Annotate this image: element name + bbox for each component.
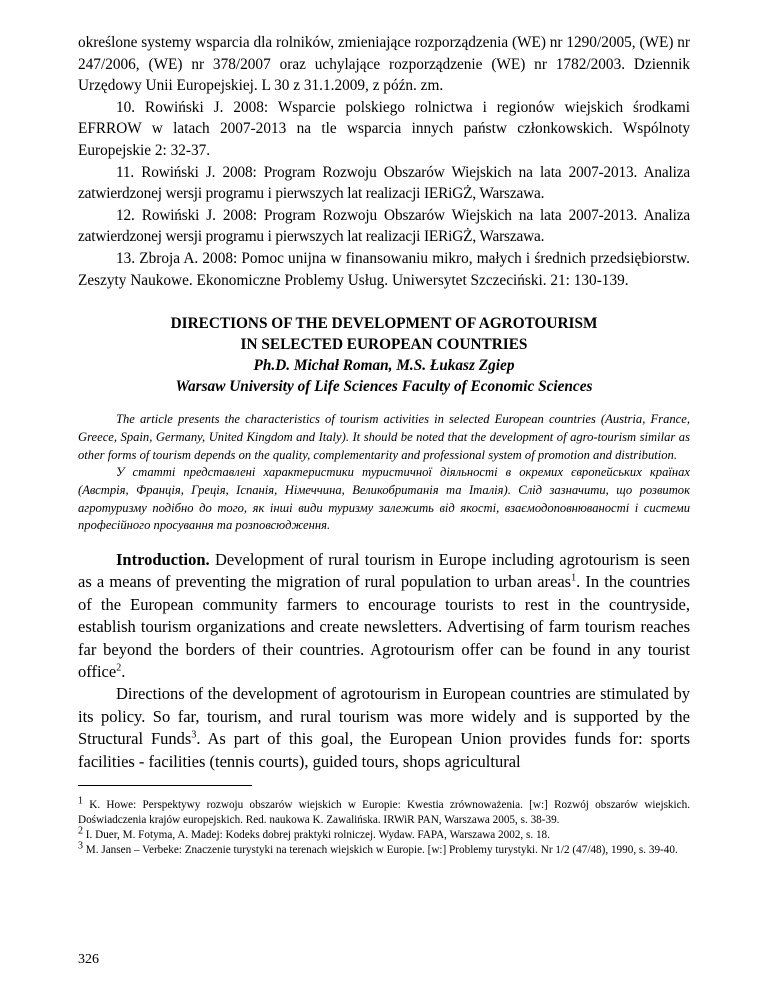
footnotes: [78, 795, 690, 858]
footnote-ref[interactable]: 2: [116, 662, 122, 674]
reference-item: 10. Rowiński J. 2008: Wsparcie polskiego rolnictwa i regionów wiejskich środkami EFRROW w latach 2007-2013 na tle wsparcia innych państw członkowskich. Wspólnoty Europejskie 2: 32-37.: [78, 98, 690, 159]
reference-item: 11. Rowiński J. 2008: Program Rozwoju Obszarów Wiejskich na lata 2007-2013. Analiza zatwierdzonej wersji programu i pierwszych lat realizacji IERiGŻ, Warszawa.: [78, 163, 690, 203]
page-content: [78, 32, 690, 858]
footnote-number: 2: [78, 825, 83, 837]
footnote: [78, 825, 690, 843]
footnote-text: K. Howe: Perspektywy rozwoju obszarów wiejskich w Europie: Kwestia zrównoważenia. [w:] Rozwój obszarów wiejskich. Doświadczenia krajów europejskich. Red. naukowa K. Zawalińska. IRWiR PAN, Warszawa 2005, s. 38-39.: [78, 799, 690, 827]
article-header: [78, 313, 690, 397]
article-title-line-2: IN SELECTED EUROPEAN COUNTRIES: [240, 336, 528, 354]
paragraph-text: . As part of this goal, the European Union provides funds for: sports facilities - facilities (tennis courts), guided tours, shops agricultural: [78, 729, 690, 771]
footnote: [78, 795, 690, 828]
article-title-line-1: DIRECTIONS OF THE DEVELOPMENT OF AGROTOURISM: [170, 315, 598, 333]
footnote-text: M. Jansen – Verbeke: Znaczenie turystyki na terenach wiejskich w Europie. [w:] Problemy turystyki. Nr 1/2 (47/48), 1990, s. 39-40.: [83, 843, 678, 856]
footnote-number: 3: [78, 840, 83, 852]
footnote-number: 1: [78, 795, 83, 807]
abstract-english: The article presents the characteristics of tourism activities in selected European countries (Austria, France, Greece, Spain, Germany, United Kingdom and Italy). It should be noted that the development of agro-tourism similar as other forms of tourism depends on the quality, complementarity and professional system of promotion and distribution.: [78, 412, 690, 462]
paragraph-text: Directions of the development of agrotourism in European countries are stimulated by its policy. So far, tourism, and rural tourism was more widely and is supported by the Structural Funds: [78, 684, 690, 749]
reference-list: [78, 32, 690, 291]
paragraph-text: Development of rural tourism in Europe including agrotourism is seen as a means of preventing the migration of rural population to urban areas: [78, 550, 690, 592]
abstract: [78, 411, 690, 535]
page-number: 326: [78, 952, 99, 967]
abstract-ukrainian: У статті представлені характеристики туристичної діяльності в окремих європейських країнах (Австрія, Франція, Греція, Іспанія, Німеччина, Великобританія та Італія). Слід зазначити, що розвиток агротуризму подібно до того, як інші види туризму залежить від якості, взаємодоповнюваності і системи професійного просування та розповсюдження.: [78, 465, 690, 533]
body-paragraph: [78, 683, 690, 773]
footnote-text: I. Duer, M. Fotyma, A. Madej: Kodeks dobrej praktyki rolniczej. Wydaw. FAPA, Warszawa 2002, s. 18.: [83, 828, 550, 841]
reference-item: 13. Zbroja A. 2008: Pomoc unijna w finansowaniu mikro, małych i średnich przedsiębiorstw. Zeszyty Naukowe. Ekonomiczne Problemy Usług. Uniwersytet Szczeciński. 21: 130-139.: [78, 249, 690, 289]
intro-heading: Introduction.: [116, 550, 210, 570]
article-authors: Ph.D. Michał Roman, M.S. Łukasz Zgiep: [253, 357, 515, 375]
paragraph-text: .: [121, 662, 126, 682]
intro-paragraph: [78, 549, 690, 683]
footnote-divider: [78, 785, 252, 786]
article-affiliation: Warsaw University of Life Sciences Faculty of Economic Sciences: [175, 378, 593, 396]
reference-item: 12. Rowiński J. 2008: Program Rozwoju Obszarów Wiejskich na lata 2007-2013. Analiza zatwierdzonej wersji programu i pierwszych lat realizacji IERiGŻ, Warszawa.: [78, 206, 690, 246]
paragraph-text: . In the countries of the European community farmers to encourage tourists to rest in the countryside, establish tourism organizations and create newsletters. Advertising of farm tourism reaches far beyond the borders of their countries. Agrotourism offer can be found in any tourist office: [78, 572, 690, 682]
reference-item: określone systemy wsparcia dla rolników, zmieniające rozporządzenia (WE) nr 1290/2005, (WE) nr 247/2006, (WE) nr 378/2007 oraz uchylające rozporządzenie (WE) nr 1782/2003. Dziennik Urzędowy Unii Europejskiej. L 30 z 31.1.2009, z późn. zm.: [78, 34, 690, 95]
footnote: [78, 840, 690, 858]
footnote-ref[interactable]: 3: [191, 729, 197, 741]
footnote-ref[interactable]: 1: [571, 572, 577, 584]
article-body: [78, 549, 690, 773]
